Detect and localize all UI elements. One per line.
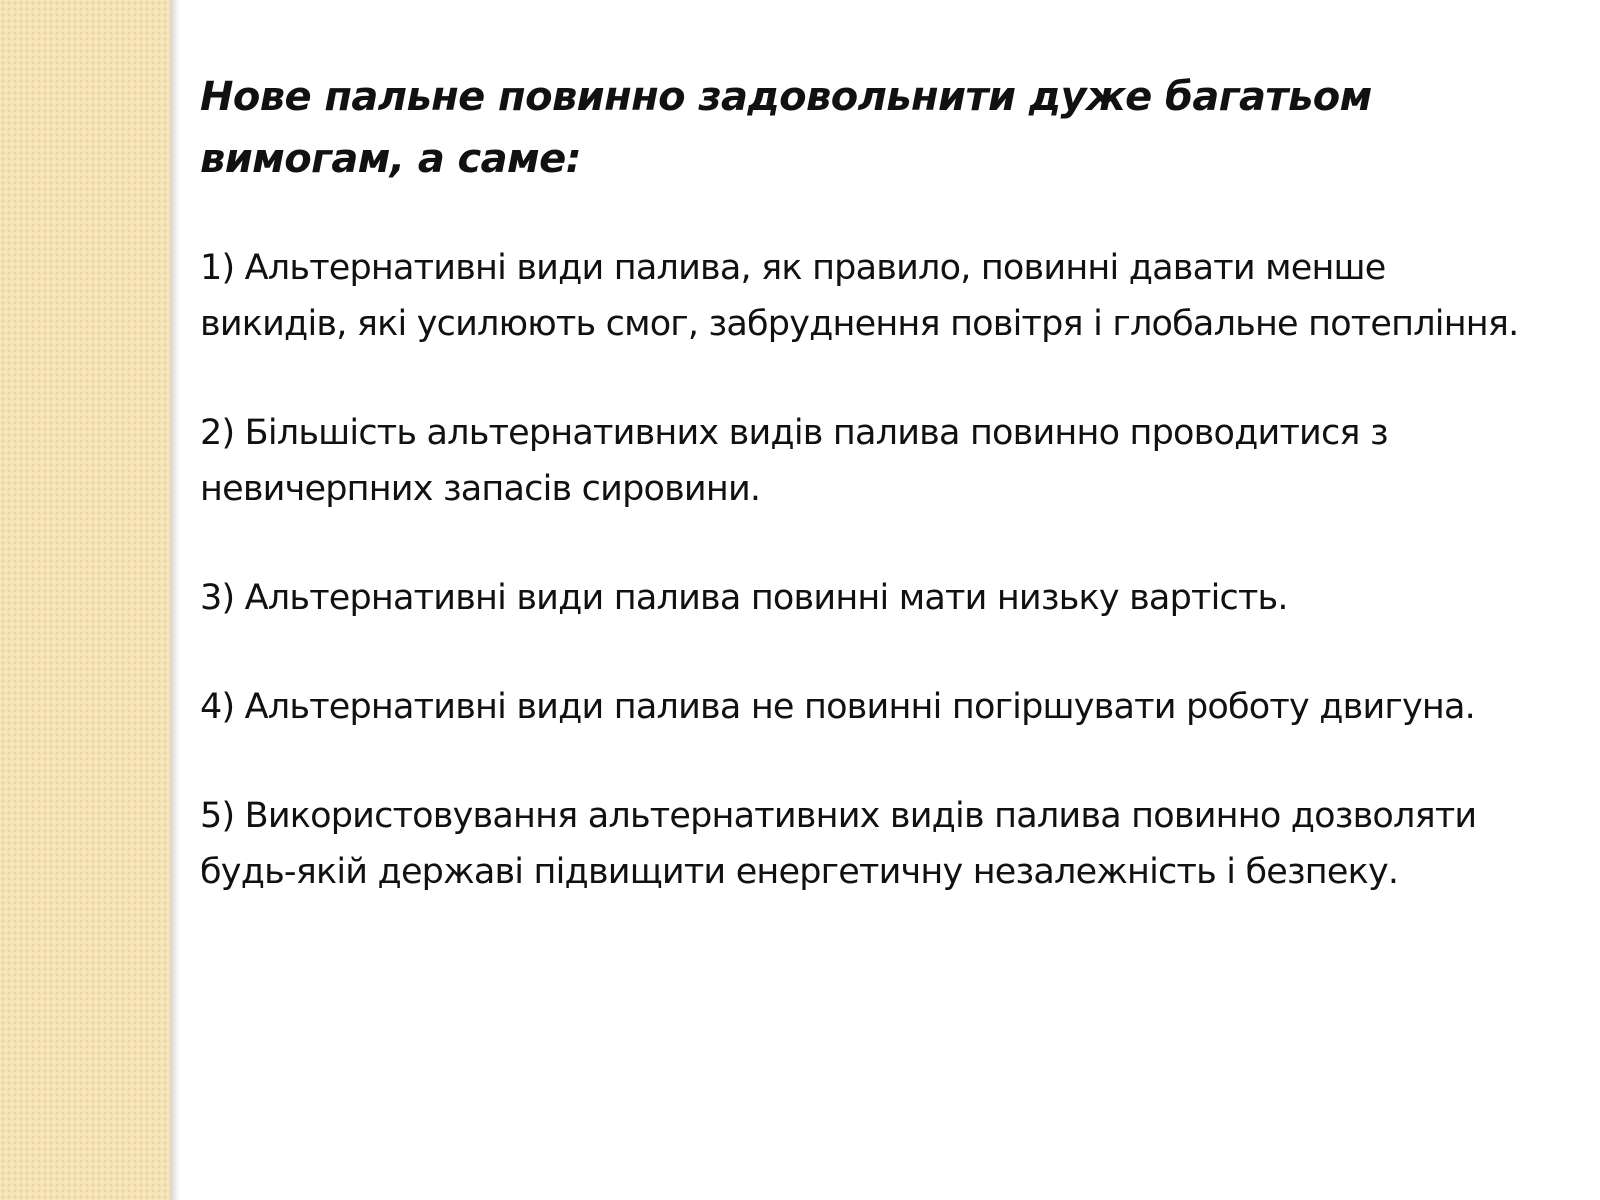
- slide-content: [200, 66, 1530, 900]
- requirement-item-5: 5) Використовування альтернативних видів палива повинно дозволяти будь-якій державі підвищити енергетичну незалежність і безпеку.: [200, 796, 1477, 892]
- decorative-side-band: [0, 0, 170, 1200]
- requirement-item-2: 2) Більшість альтернативних видів палива повинно проводитися з невичерпних запасів сировини.: [200, 413, 1388, 509]
- requirement-item-1: 1) Альтернативні види палива, як правило, повинні давати менше викидів, які усилюють смог, забруднення повітря і глобальне потепління.: [200, 248, 1519, 344]
- requirement-item-4: 4) Альтернативні види палива не повинні погіршувати роботу двигуна.: [200, 687, 1475, 727]
- requirement-item-3: 3) Альтернативні види палива повинні мати низьку вартість.: [200, 578, 1288, 618]
- slide-heading: Нове пальне повинно задовольнити дуже багатьом вимогам, а саме:: [200, 74, 1372, 182]
- side-band-shadow: [170, 0, 180, 1200]
